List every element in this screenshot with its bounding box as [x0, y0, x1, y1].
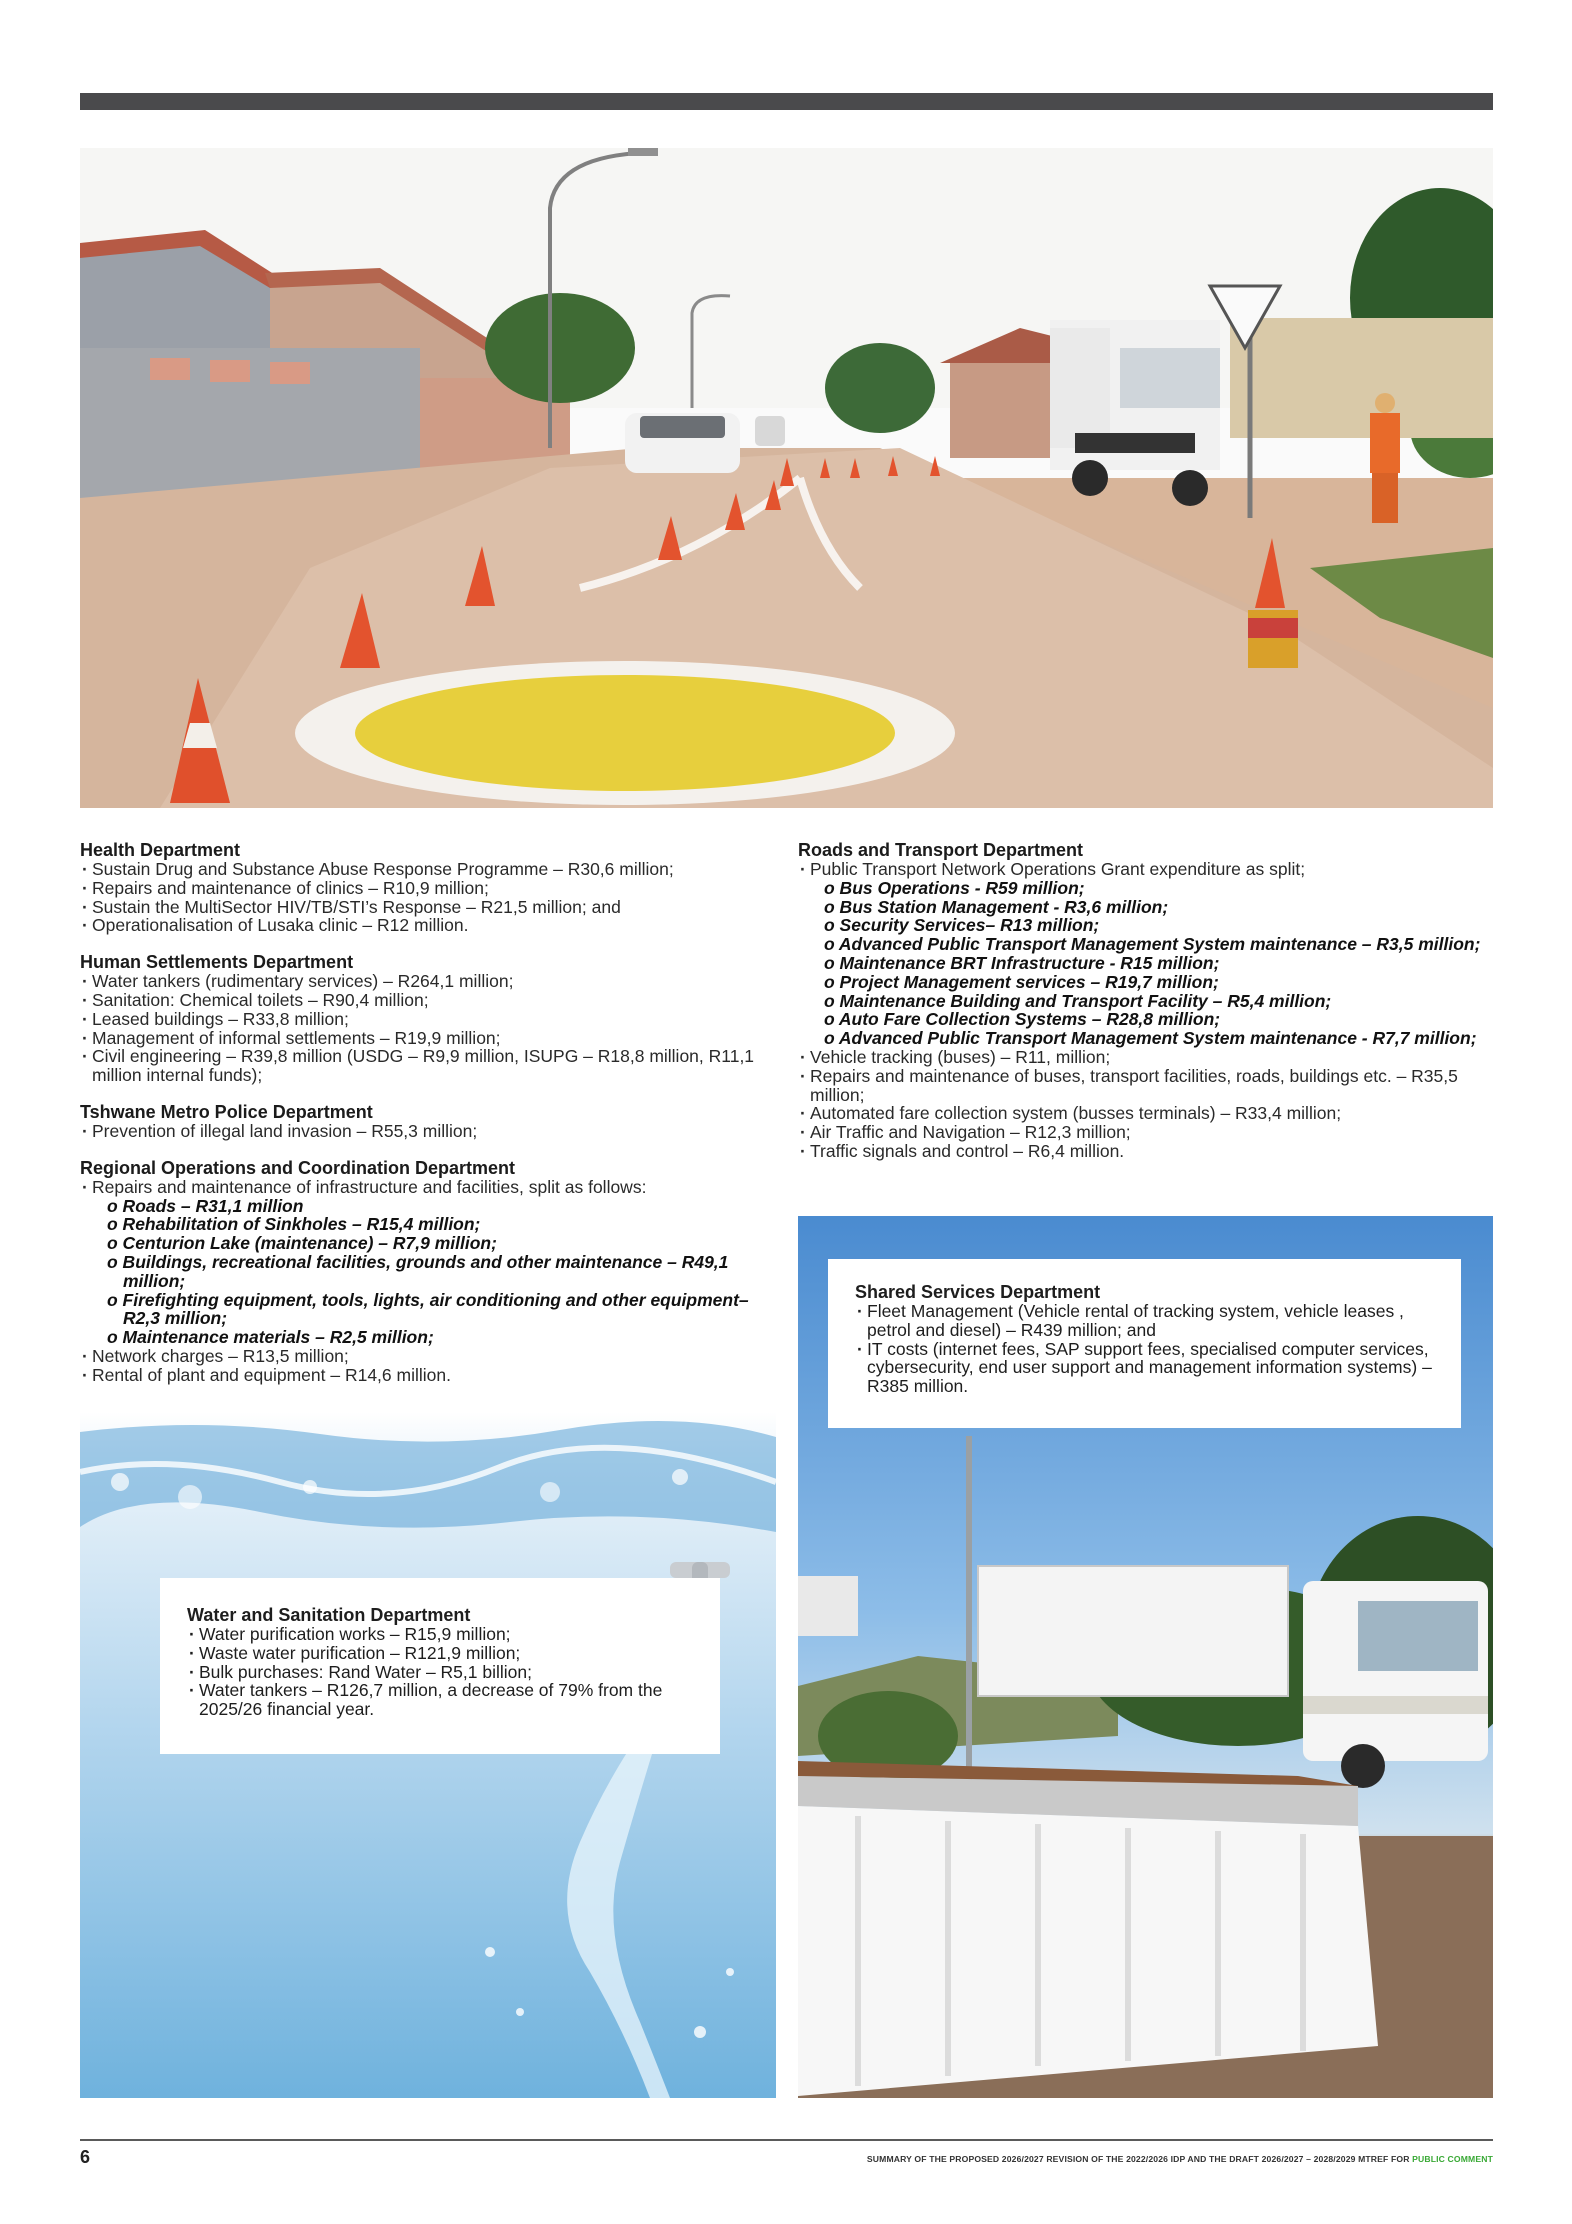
left-text-column [80, 841, 780, 1403]
section-heading: Water and Sanitation Department [187, 1605, 471, 1625]
section-heading: Human Settlements Department [80, 952, 354, 973]
sub-list-item: o Firefighting equipment, tools, lights, air conditioning and other equipment– R2,3 million; [107, 1289, 749, 1329]
sub-list-item: o Bus Operations - R59 million; [824, 877, 1085, 898]
sub-list-item: o Buildings, recreational facilities, grounds and other maintenance – R49,1 million; [107, 1251, 729, 1291]
skip-bins-truck-image [798, 1216, 1493, 2098]
shared-services-textbox [828, 1259, 1461, 1428]
list-item: · Repairs and maintenance of infrastructure and facilities, split as follows: [80, 1178, 780, 1197]
section-heading: Shared Services Department [855, 1282, 1101, 1302]
list-item: · Repairs and maintenance of buses, transport facilities, roads, buildings etc. – R35,5 million; [798, 1067, 1498, 1105]
sub-list-item: o Advanced Public Transport Management System maintenance - R7,7 million; [824, 1028, 1477, 1049]
list-item: · Rental of plant and equipment – R14,6 million. [80, 1366, 780, 1385]
sub-list-item: o Rehabilitation of Sinkholes – R15,4 million; [107, 1214, 481, 1235]
list-item: · Sanitation: Chemical toilets – R90,4 million; [80, 991, 780, 1010]
section-heading: Roads and Transport Department [798, 840, 1084, 860]
list-item: · Leased buildings – R33,8 million; [80, 1010, 780, 1029]
page-number: 6 [80, 2147, 91, 2167]
metro-police-section [80, 1103, 780, 1141]
list-item: · IT costs (internet fees, SAP support fees, specialised computer services, cybersecurity, end user support and management information systems) –R385 million. [855, 1340, 1435, 1396]
list-item: · Water tankers (rudimentary services) – R264,1 million; [80, 972, 780, 991]
water-sanitation-textbox [160, 1578, 720, 1754]
section-heading: Health Department [80, 840, 241, 860]
street-roadworks-photo [80, 148, 1493, 808]
sub-list-item: o Maintenance materials – R2,5 million; [107, 1327, 434, 1348]
header-bar [80, 93, 1493, 110]
list-item: · Vehicle tracking (buses) – R11, million; [798, 1048, 1498, 1067]
list-item: · Sustain Drug and Substance Abuse Response Programme – R30,6 million; [80, 860, 780, 879]
list-item: · Water purification works – R15,9 million; [187, 1625, 694, 1644]
sub-list-item: o Security Services– R13 million; [824, 915, 1100, 936]
section-heading: Tshwane Metro Police Department [80, 1101, 373, 1122]
sub-list-item: o Project Management services – R19,7 million; [824, 971, 1219, 992]
list-item: · Repairs and maintenance of clinics – R10,9 million; [80, 879, 780, 898]
list-item: · Network charges – R13,5 million; [80, 1347, 780, 1366]
footer-text: SUMMARY OF THE PROPOSED 2026/2027 REVISION OF THE 2022/2026 IDP AND THE DRAFT 2026/2027 – 2028/2029 MTREF FOR [866, 2154, 1410, 2164]
list-item: · Fleet Management (Vehicle rental of tracking system, vehicle leases , petrol and diesel) – R439 million; and [855, 1302, 1435, 1340]
list-item: · Bulk purchases: Rand Water – R5,1 billion; [187, 1663, 694, 1682]
sub-list-item: o Auto Fare Collection Systems – R28,8 million; [824, 1009, 1221, 1030]
list-item: · Automated fare collection system (busses terminals) – R33,4 million; [798, 1104, 1498, 1123]
list-item: · Management of informal settlements – R19,9 million; [80, 1029, 780, 1048]
footer-caption [867, 2154, 1493, 2164]
footer-divider [80, 2139, 1493, 2141]
sub-list-item: o Maintenance BRT Infrastructure - R15 million; [824, 952, 1220, 973]
sub-list-item: o Maintenance Building and Transport Facility – R5,4 million; [824, 990, 1332, 1011]
right-text-column [798, 841, 1498, 1179]
human-settlements-section [80, 953, 780, 1085]
list-item: · Operationalisation of Lusaka clinic – R12 million. [80, 916, 780, 935]
list-item: · Prevention of illegal land invasion – R55,3 million; [80, 1122, 780, 1141]
list-item: · Sustain the MultiSector HIV/TB/STI’s Response – R21,5 million; and [80, 898, 780, 917]
list-item: · Civil engineering – R39,8 million (USDG – R9,9 million, ISUPG – R18,8 million, R11,1 million internal funds); [80, 1047, 780, 1085]
health-department-section [80, 841, 780, 935]
list-item: · Water tankers – R126,7 million, a decrease of 79% from the 2025/26 financial year. [187, 1681, 694, 1719]
sub-list-item: o Advanced Public Transport Management System maintenance – R3,5 million; [824, 934, 1481, 955]
water-tap-image [80, 1412, 776, 2098]
sub-list-item: o Bus Station Management - R3,6 million; [824, 896, 1169, 917]
list-item: · Air Traffic and Navigation – R12,3 million; [798, 1123, 1498, 1142]
list-item: · Public Transport Network Operations Grant expenditure as split; [798, 860, 1498, 879]
regional-operations-section [80, 1159, 780, 1385]
section-heading: Regional Operations and Coordination Department [80, 1157, 516, 1178]
list-item: · Traffic signals and control – R6,4 million. [798, 1142, 1498, 1161]
sub-list-item: o Roads – R31,1 million [107, 1195, 304, 1216]
footer-highlight: PUBLIC COMMENT [1412, 2154, 1493, 2164]
sub-list-item: o Centurion Lake (maintenance) – R7,9 million; [107, 1233, 497, 1254]
list-item: · Waste water purification – R121,9 million; [187, 1644, 694, 1663]
roads-transport-section [798, 841, 1498, 1161]
